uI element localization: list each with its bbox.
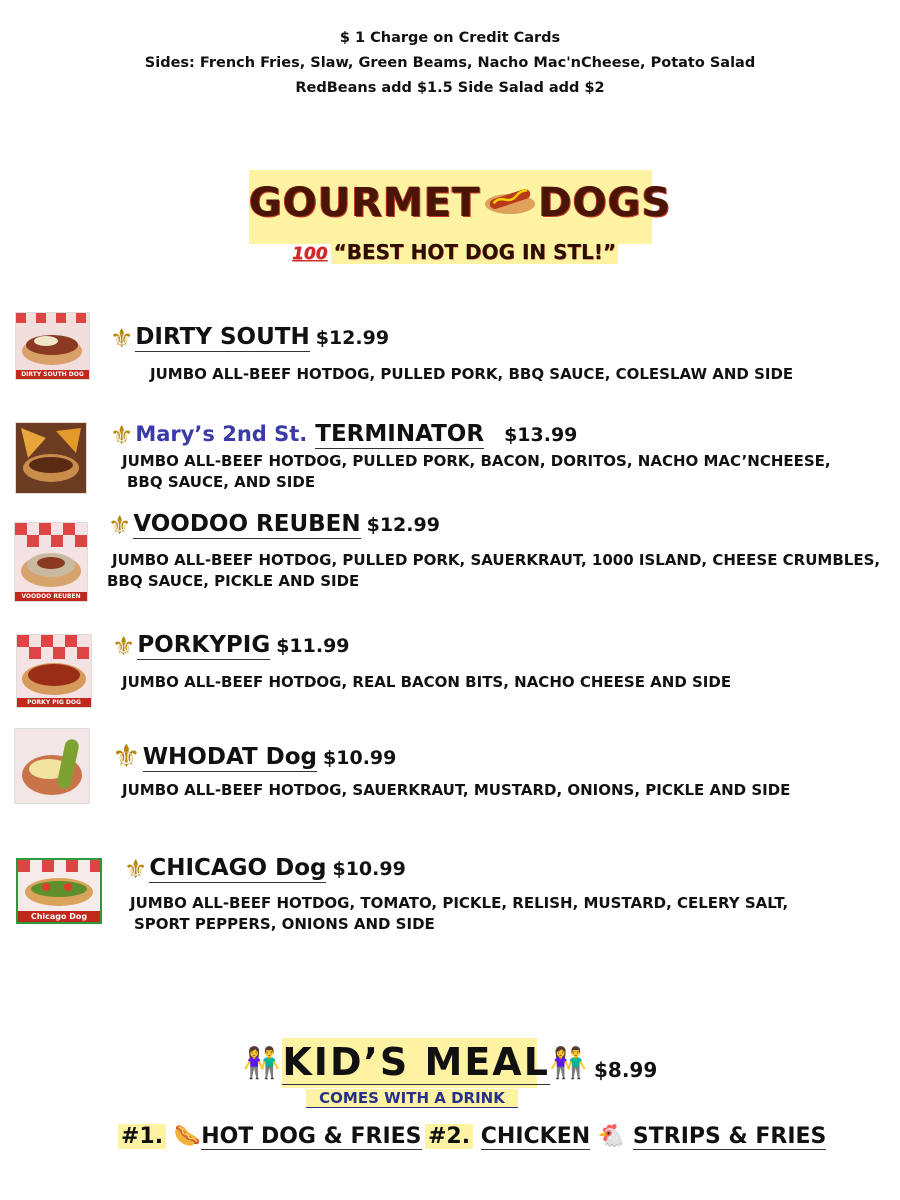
kids-meal-drink-note: COMES WITH A DRINK xyxy=(306,1089,518,1108)
addons-note: RedBeans add $1.5 Side Salad add $2 xyxy=(295,80,605,96)
item-description xyxy=(150,364,793,385)
item-description xyxy=(122,451,831,493)
item-price: $12.99 xyxy=(315,327,390,349)
hotdog-icon: 🌭 xyxy=(173,1124,202,1149)
menu-item-dirty-south xyxy=(110,324,389,352)
menu-item-porkypig xyxy=(112,632,350,660)
desc-line: JUMBO ALL-BEEF HOTDOG, PULLED PORK, BBQ SAUCE, COLESLAW AND SIDE xyxy=(150,365,794,383)
chicago-dog-thumbnail xyxy=(16,858,102,924)
combo-text: HOT DOG & FRIES xyxy=(201,1124,422,1149)
fleur-de-lis-icon: ⚜ xyxy=(108,511,132,541)
item-name: WHODAT Dog xyxy=(142,744,318,770)
combo-text-a: CHICKEN xyxy=(480,1124,591,1149)
desc-line: JUMBO ALL-BEEF HOTDOG, TOMATO, PICKLE, RELISH, MUSTARD, CELERY SALT, xyxy=(130,894,789,912)
item-name: VOODOO REUBEN xyxy=(133,511,361,537)
item-price: $10.99 xyxy=(323,747,397,769)
voodoo-reuben-thumbnail xyxy=(14,522,88,602)
combo-number: #2. xyxy=(425,1124,473,1149)
menu-item-chicago-dog xyxy=(124,855,406,883)
item-price: $12.99 xyxy=(366,514,440,536)
page-title xyxy=(249,180,672,228)
item-name: DIRTY SOUTH xyxy=(135,324,310,350)
header-notes xyxy=(0,26,900,101)
dirty-south-thumbnail xyxy=(15,312,90,380)
tagline-text: “BEST HOT DOG IN STL!” xyxy=(333,240,617,264)
fleur-de-lis-icon: ⚜ xyxy=(124,855,148,885)
fleur-de-lis-icon: ⚜ xyxy=(110,421,134,451)
menu-item-terminator xyxy=(110,421,577,449)
thumb-caption: PORKY PIG DOG xyxy=(17,698,91,707)
thumb-caption: VOODOO REUBEN xyxy=(15,592,87,601)
kids-meal-price: $8.99 xyxy=(594,1058,658,1082)
item-name: CHICAGO Dog xyxy=(149,855,327,881)
people-icon: 👫 xyxy=(549,1046,590,1081)
title-left: GOURMET xyxy=(249,180,481,226)
item-prefix: Mary’s 2nd St. xyxy=(135,422,308,446)
item-description xyxy=(130,893,788,935)
desc-line: JUMBO ALL-BEEF HOTDOG, PULLED PORK, BACON, DORITOS, NACHO MAC’NCHEESE, xyxy=(122,452,831,470)
desc-line: BBQ SAUCE, PICKLE AND SIDE xyxy=(107,572,360,590)
item-description xyxy=(107,550,880,592)
tagline xyxy=(290,240,620,270)
menu-item-whodat-dog xyxy=(112,737,397,775)
chicken-icon: 🐔 xyxy=(597,1124,626,1149)
kids-combo-2 xyxy=(425,1124,826,1149)
desc-line: BBQ SAUCE, AND SIDE xyxy=(127,473,316,491)
sides-note: Sides: French Fries, Slaw, Green Beams, Nacho Mac'nCheese, Potato Salad xyxy=(144,55,756,71)
fleur-de-lis-icon: ⚜ xyxy=(112,632,136,662)
desc-line: SPORT PEPPERS, ONIONS AND SIDE xyxy=(134,915,435,933)
people-icon: 👫 xyxy=(243,1046,283,1081)
menu-item-voodoo-reuben xyxy=(108,511,440,539)
kids-combo-1 xyxy=(118,1124,422,1149)
fleur-de-lis-icon: ⚜ xyxy=(110,324,134,354)
title-right: DOGS xyxy=(538,180,672,226)
credit-card-note: $ 1 Charge on Credit Cards xyxy=(339,30,561,46)
combo-text-b: STRIPS & FRIES xyxy=(632,1124,827,1149)
item-price: $10.99 xyxy=(332,858,406,880)
thumb-caption: DIRTY SOUTH DOG xyxy=(16,370,89,379)
desc-line: JUMBO ALL-BEEF HOTDOG, REAL BACON BITS, NACHO CHEESE AND SIDE xyxy=(122,673,732,691)
item-name: TERMINATOR xyxy=(315,421,485,447)
item-description xyxy=(122,780,790,801)
terminator-thumbnail xyxy=(15,422,87,494)
fleur-de-lis-icon: ⚜ xyxy=(112,737,141,775)
item-price: $11.99 xyxy=(276,635,350,657)
item-name: PORKYPIG xyxy=(137,632,271,658)
hotdog-icon xyxy=(483,182,537,228)
desc-line: JUMBO ALL-BEEF HOTDOG, SAUERKRAUT, MUSTARD, ONIONS, PICKLE AND SIDE xyxy=(122,781,791,799)
kids-meal-label: KID’S MEAL xyxy=(282,1040,550,1084)
thumb-caption: Chicago Dog xyxy=(18,911,100,922)
item-description xyxy=(122,672,731,693)
item-price: $13.99 xyxy=(504,424,578,446)
kids-meal-title xyxy=(243,1040,589,1084)
porkypig-thumbnail xyxy=(16,634,92,708)
desc-line: JUMBO ALL-BEEF HOTDOG, PULLED PORK, SAUERKRAUT, 1000 ISLAND, CHEESE CRUMBLES, xyxy=(112,551,881,569)
whodat-dog-thumbnail xyxy=(14,728,90,804)
combo-number: #1. xyxy=(118,1124,166,1149)
hundred-points-icon: 100 xyxy=(291,244,328,264)
